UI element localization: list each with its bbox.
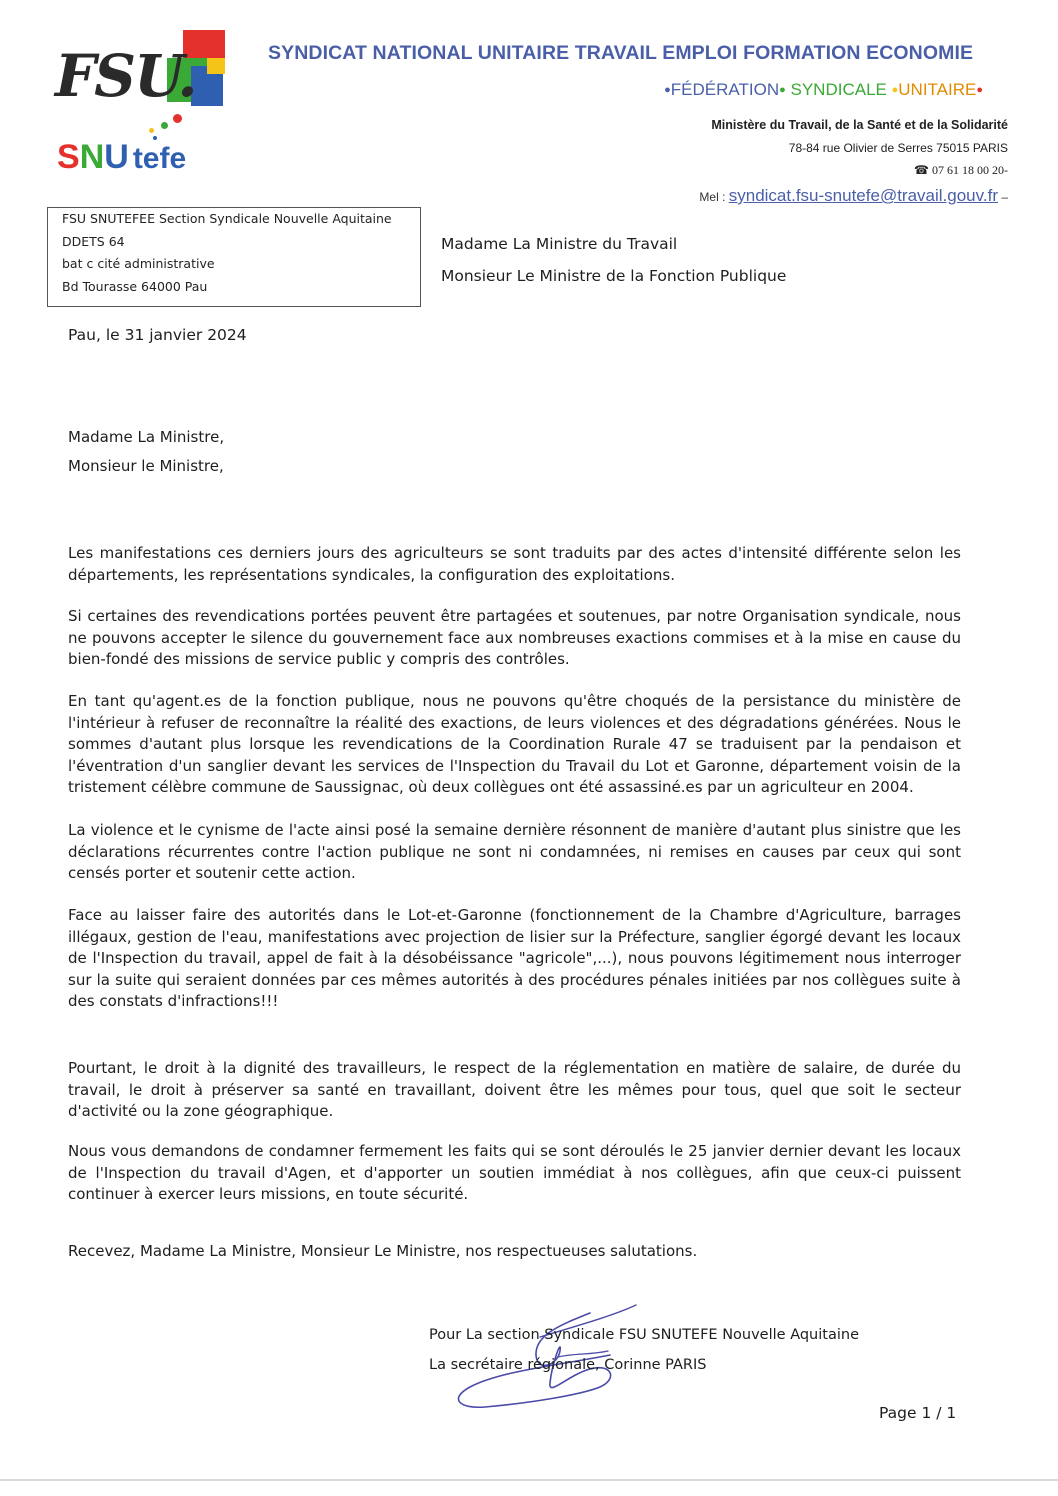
syndicale-word: SYNDICALE <box>790 80 887 99</box>
bottom-divider <box>0 1479 1058 1481</box>
logo-letter-s: S <box>57 138 80 176</box>
body-paragraph: Nous vous demandons de condamner fermement les faits qui se sont déroulés le 25 janvier dernier devant les locaux de l'Inspection du travail d'Agen, et d'apporter un soutien immédiat à nos collègues, afin que ceux-ci puissent continuer à exercer leurs missions, en toute sécurité. <box>68 1142 961 1204</box>
logo-dot-green <box>161 122 168 129</box>
logo-letter-n: N <box>79 138 105 176</box>
letter-date: Pau, le 31 janvier 2024 <box>68 326 247 344</box>
bullet-icon: ● <box>779 84 786 96</box>
salutation-line: Monsieur le Ministre, <box>68 457 224 475</box>
bullet-icon: ● <box>664 84 671 96</box>
body-paragraph: Recevez, Madame La Ministre, Monsieur Le Ministre, nos respectueuses salutations. <box>68 1242 698 1260</box>
body-paragraph: Pourtant, le droit à la dignité des travailleurs, le respect de la réglementation en matière de salaire, de durée du travail, le droit à préserver sa santé en travaillant, doivent être les mêmes pour tous, quel que soit le secteur d'activité ou la zone géographique. <box>68 1059 961 1121</box>
sender-line: DDETS 64 <box>62 233 125 249</box>
logo-yellow-square <box>207 58 225 74</box>
sender-line: Bd Tourasse 64000 Pau <box>62 278 208 294</box>
closing-line: La secrétaire régionale, Corinne PARIS <box>429 1357 707 1373</box>
page-number: Page 1 / 1 <box>879 1404 957 1422</box>
federation-line <box>664 80 983 100</box>
logo-wordmark: FSU. <box>55 42 196 110</box>
logo-dot-red <box>173 114 182 123</box>
closing-line: Pour La section Syndicale FSU SNUTEFE Nouvelle Aquitaine <box>429 1327 859 1343</box>
ministry-name: Ministère du Travail, de la Santé et de la Solidarité <box>711 118 1008 132</box>
bullet-icon: ● <box>976 84 983 96</box>
body-paragraph: Si certaines des revendications portées peuvent être partagées et soutenues, par notre Organisation syndicale, nous ne pouvons accepter le silence du gouvernement face aux nombreuses exactions commises et à la mise en cause du bien-fondé des missions de service public y compris des contrôles. <box>68 607 961 669</box>
body-paragraph: La violence et le cynisme de l'acte ainsi posé la semaine dernière résonnent de manière d'autant plus sinistre que les déclarations récurrentes contre l'action publique ne sont ni condamnées, ni remises en causes par ceux qui sont censés porter et soutenir cette action. <box>68 821 961 883</box>
phone-number: ☎ 07 61 18 00 20- <box>914 163 1008 177</box>
federation-word: FÉDÉRATION <box>670 80 780 99</box>
logo-snutefe <box>57 138 186 177</box>
body-paragraph: Face au laisser faire des autorités dans le Lot-et-Garonne (fonctionnement de la Chambre d'Agriculture, barrages illégaux, gestion de l'eau, manifestations avec projection de lisier sur la Préfecture, sanglier égorgé devant les locaux de l'Inspection du travail, appel de fait à la désobéissance "agricole",...), nous pouvons légitimement nous interroger sur la suite qui seraient données par ces mêmes autorités à des procédures pénales initiées par nos collègues suite à des constats d'infractions!!! <box>68 906 961 1011</box>
body-paragraph: En tant qu'agent.es de la fonction publique, nous ne pouvons qu'être choqués de la persistance du ministère de l'intérieur à refuser de reconnaître la réalité des exactions, de leurs violences et des dégradations générées. Nous le sommes d'autant plus lorsque les revendications de la Coordination Rurale 47 se traduisent par la pendaison et l'éventration d'un sanglier devant les services de l'Inspection du Travail du Lot et Garonne, département voisin de la tristement célèbre commune de Saussignac, où deux collègues ont été assassiné.es par un agriculteur en 2004. <box>68 692 961 797</box>
recipient-line: Madame La Ministre du Travail <box>441 235 678 253</box>
body-paragraph: Les manifestations ces derniers jours des agriculteurs se sont traduits par des actes d'intensité différente selon les départements, les représentations syndicales, la configuration des exploitations. <box>68 544 961 584</box>
ministry-address: 78-84 rue Olivier de Serres 75015 PARIS <box>788 141 1008 155</box>
unitaire-word: UNITAIRE <box>898 80 977 99</box>
logo-tefe: tefe <box>132 142 187 175</box>
email-link[interactable]: syndicat.fsu-snutefe@travail.gouv.fr <box>728 186 998 205</box>
fsu-snutefe-logo <box>55 30 230 180</box>
email-suffix: – <box>997 190 1008 204</box>
union-title: SYNDICAT NATIONAL UNITAIRE TRAVAIL EMPLOI FORMATION ECONOMIE <box>268 42 974 64</box>
email-label: Mel : <box>699 190 729 204</box>
sender-address-box <box>47 207 421 307</box>
logo-letter-u: U <box>104 138 129 176</box>
logo-dot-yellow <box>149 128 154 133</box>
recipient-line: Monsieur Le Ministre de la Fonction Publique <box>441 267 787 285</box>
bullet-icon: ● <box>891 84 899 96</box>
salutation <box>68 423 224 481</box>
sender-line: FSU SNUTEFEE Section Syndicale Nouvelle Aquitaine <box>62 211 392 226</box>
sender-line: bat c cité administrative <box>62 256 215 271</box>
email-line <box>699 186 1008 206</box>
closing-signature-block <box>429 1320 859 1380</box>
recipients <box>441 228 786 292</box>
salutation-line: Madame La Ministre, <box>68 428 225 446</box>
